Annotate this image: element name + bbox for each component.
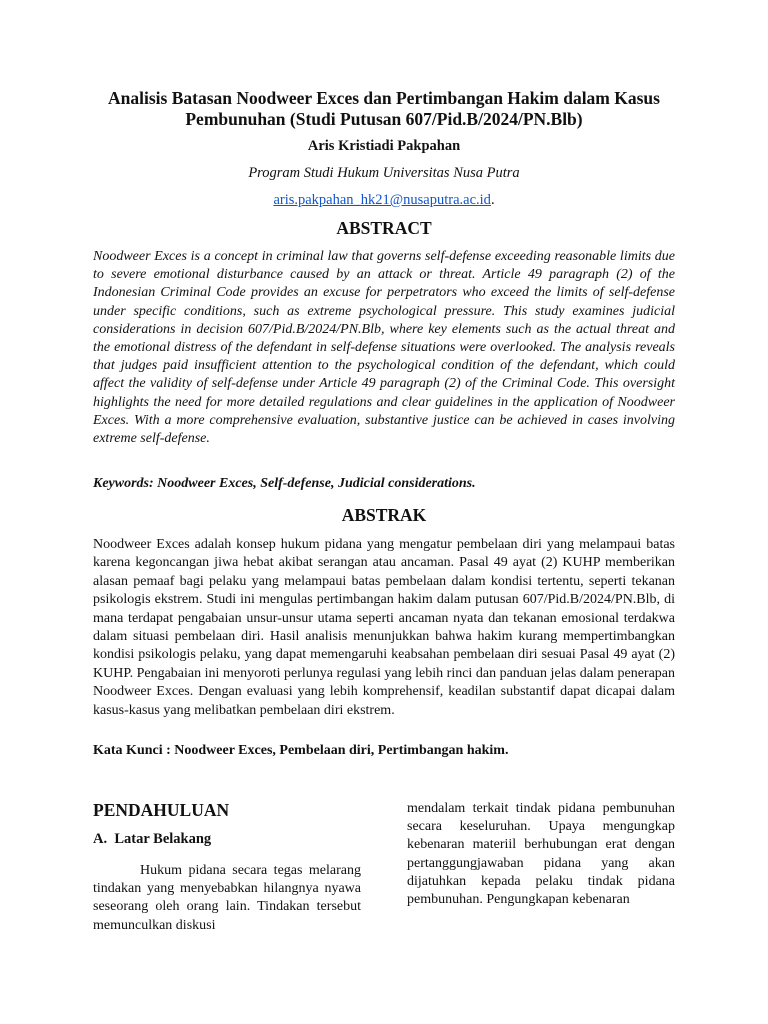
right-column xyxy=(407,800,675,909)
left-column xyxy=(93,800,361,935)
abstract-heading: ABSTRACT xyxy=(336,218,432,238)
intro-paragraph-right: mendalam terkait tindak pidana pembunuhan secara keseluruhan. Upaya mengungkap kebenaran materiil berhubungan erat dengan pertanggungjawaban pidana yang akan dijatuhkan kepada pelaku tindak pidana pembunuhan. Pengungkapan kebenaran xyxy=(407,801,675,908)
author-email-link[interactable]: aris.pakpahan_hk21@nusaputra.ac.id xyxy=(273,192,491,208)
paper-title: Analisis Batasan Noodweer Exces dan Pertimbangan Hakim dalam Kasus Pembunuhan (Studi Putusan 607/Pid.B/2024/PN.Blb) xyxy=(108,88,660,129)
author-name: Aris Kristiadi Pakpahan xyxy=(307,138,461,154)
intro-paragraph-left: Hukum pidana secara tegas melarang tindakan yang menyebabkan hilangnya nyawa seseorang oleh orang lain. Tindakan tersebut memunculkan diskusi xyxy=(93,863,361,933)
email-suffix: . xyxy=(490,192,495,208)
section-heading-pendahuluan: PENDAHULUAN xyxy=(93,800,230,820)
subsection-heading-latar-belakang: A. Latar Belakang xyxy=(93,831,212,847)
abstrak-text: Noodweer Exces adalah konsep hukum pidana yang mengatur pembelaan diri yang melampaui batas karena kegoncangan jiwa hebat akibat serangan atau ancaman. Pasal 49 ayat (2) KUHP memberikan alasan pemaaf bagi pelaku yang melampaui batas pembelaan dalam kondisi tertentu, seperti tekanan psikologis ekstrem. Studi ini mengulas pertimbangan hakim dalam putusan 607/Pid.B/2024/PN.Blb, di mana terdapat pengabaian unsur-unsur utama seperti ancaman nyata dan tekanan emosional terdakwa dalam situasi pembelaan diri. Hasil analisis menunjukkan bahwa hakim kurang mempertimbangkan kondisi psikologis pelaku, yang dapat memengaruhi keabsahan pembelaan diri sesuai Pasal 49 ayat (2) KUHP. Pengabaian ini menyoroti perlunya regulasi yang lebih rinci dan panduan jelas dalam penerapan Noodweer Exces. Dengan evaluasi yang lebih komprehensif, keadilan substantif dapat dicapai dalam kasus-kasus yang melibatkan pembelaan diri ekstrem. xyxy=(93,537,675,718)
abstract-text: Noodweer Exces is a concept in criminal law that governs self-defense exceeding reasonable limits due to severe emotional disturbance caused by an attack or threat. Article 49 paragraph (2) of the Indonesian Criminal Code provides an excuse for perpetrators who exceed the limits of self-defense under specific conditions, such as extreme psychological pressure. This study examines judicial considerations in decision 607/Pid.B/2024/PN.Blb, where key elements such as the actual threat and the emotional distress of the defendant in self-defense situations were overlooked. The analysis reveals that judges paid insufficient attention to the psychological condition of the defendant, which could affect the validity of self-defense under Article 49 paragraph (2) of the Criminal Code. This oversight highlights the need for more detailed regulations and clear guidelines in the application of Noodweer Exces. With a more comprehensive evaluation, substantive justice can be achieved in cases involving extreme self-defense. xyxy=(93,249,675,447)
author-affiliation: Program Studi Hukum Universitas Nusa Putra xyxy=(248,165,520,181)
keywords-id: Kata Kunci : Noodweer Exces, Pembelaan diri, Pertimbangan hakim. xyxy=(93,743,509,758)
keywords-en: Keywords: Noodweer Exces, Self-defense, Judicial considerations. xyxy=(93,476,476,491)
email-line xyxy=(0,192,768,209)
abstrak-heading: ABSTRAK xyxy=(341,505,427,525)
